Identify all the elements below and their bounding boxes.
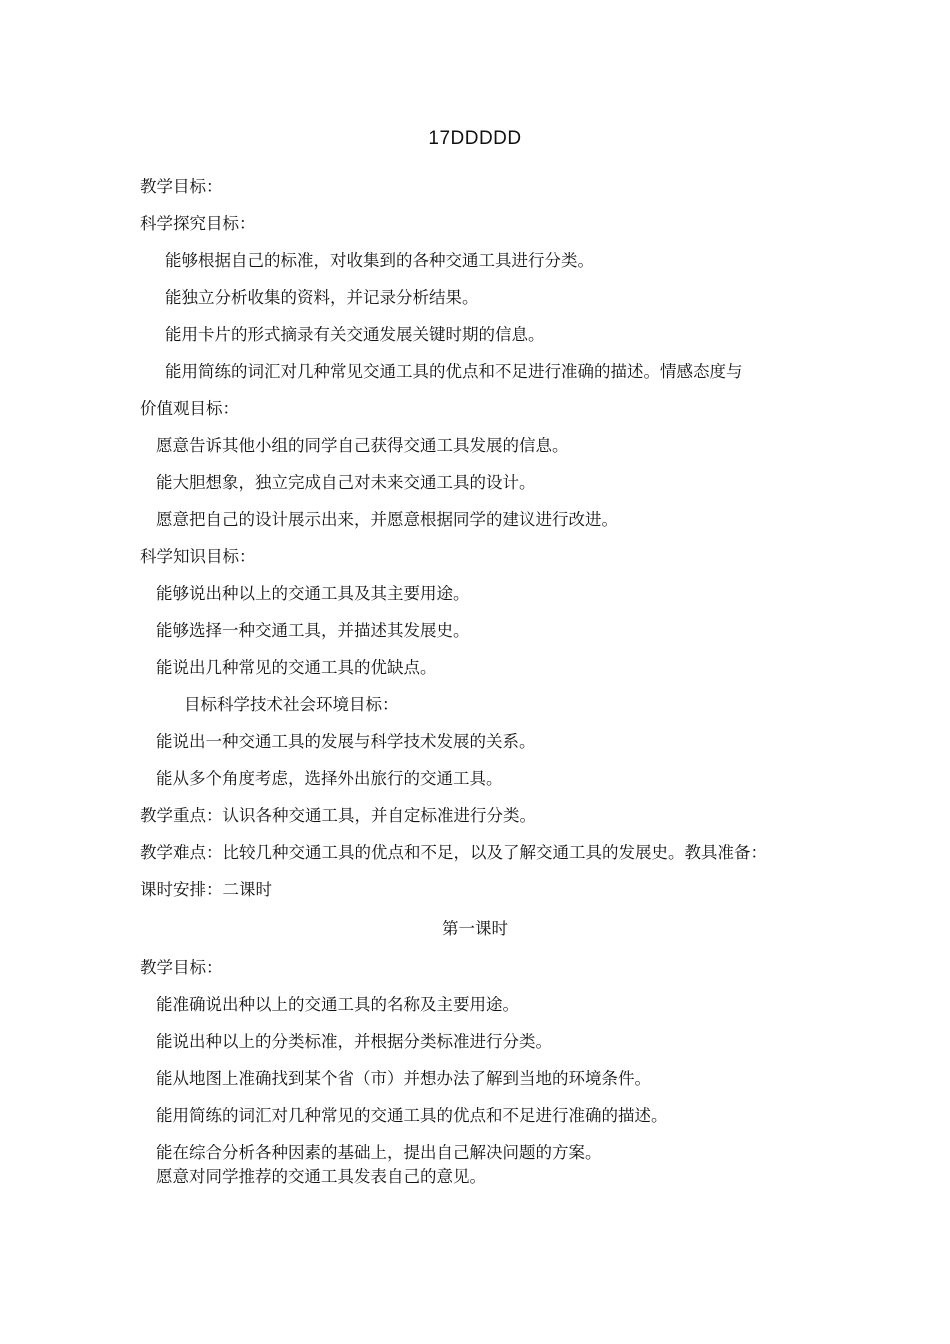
text-line: 课时安排：二课时 [140,880,272,899]
text-line: 教学重点：认识各种交通工具，并自定标准进行分类。 [140,806,536,825]
text-line: 能够选择一种交通工具，并描述其发展史。 [156,621,470,640]
text-line: 教学难点：比较几种交通工具的优点和不足，以及了解交通工具的发展史。教具准备： [140,843,767,862]
text-line: 能用简练的词汇对几种常见的交通工具的优点和不足进行准确的描述。 [156,1106,668,1125]
text-line: 教学目标： [140,177,223,196]
text-line: 能说出种以上的分类标准，并根据分类标准进行分类。 [156,1032,552,1051]
text-line: 能在综合分析各种因素的基础上，提出自己解决问题的方案。 [156,1143,602,1162]
text-line: 科学知识目标： [140,547,256,566]
text-line: 能够说出种以上的交通工具及其主要用途。 [156,584,470,603]
text-line: 目标科学技术社会环境目标： [184,695,399,714]
section-heading: 第一课时 [442,919,508,938]
text-line: 能够根据自己的标准，对收集到的各种交通工具进行分类。 [165,251,594,270]
text-line: 愿意告诉其他小组的同学自己获得交通工具发展的信息。 [156,436,569,455]
text-line: 能从多个角度考虑，选择外出旅行的交通工具。 [156,769,503,788]
text-line: 教学目标： [140,958,223,977]
text-line: 能说出几种常见的交通工具的优缺点。 [156,658,437,677]
text-line: 能说出一种交通工具的发展与科学技术发展的关系。 [156,732,536,751]
text-line: 愿意把自己的设计展示出来，并愿意根据同学的建议进行改进。 [156,510,618,529]
text-line: 能用简练的词汇对几种常见交通工具的优点和不足进行准确的描述。情感态度与 [165,362,743,381]
text-line: 能从地图上准确找到某个省（市）并想办法了解到当地的环境条件。 [156,1069,651,1088]
text-line: 价值观目标： [140,399,239,418]
text-line: 愿意对同学推荐的交通工具发表自己的意见。 [156,1167,486,1186]
text-line: 能准确说出种以上的交通工具的名称及主要用途。 [156,995,519,1014]
text-line: 科学探究目标： [140,214,256,233]
text-line: 能用卡片的形式摘录有关交通发展关键时期的信息。 [165,325,545,344]
text-line: 能独立分析收集的资料，并记录分析结果。 [165,288,479,307]
document-title: 17DDDDD [428,128,522,149]
text-line: 能大胆想象，独立完成自己对未来交通工具的设计。 [156,473,536,492]
